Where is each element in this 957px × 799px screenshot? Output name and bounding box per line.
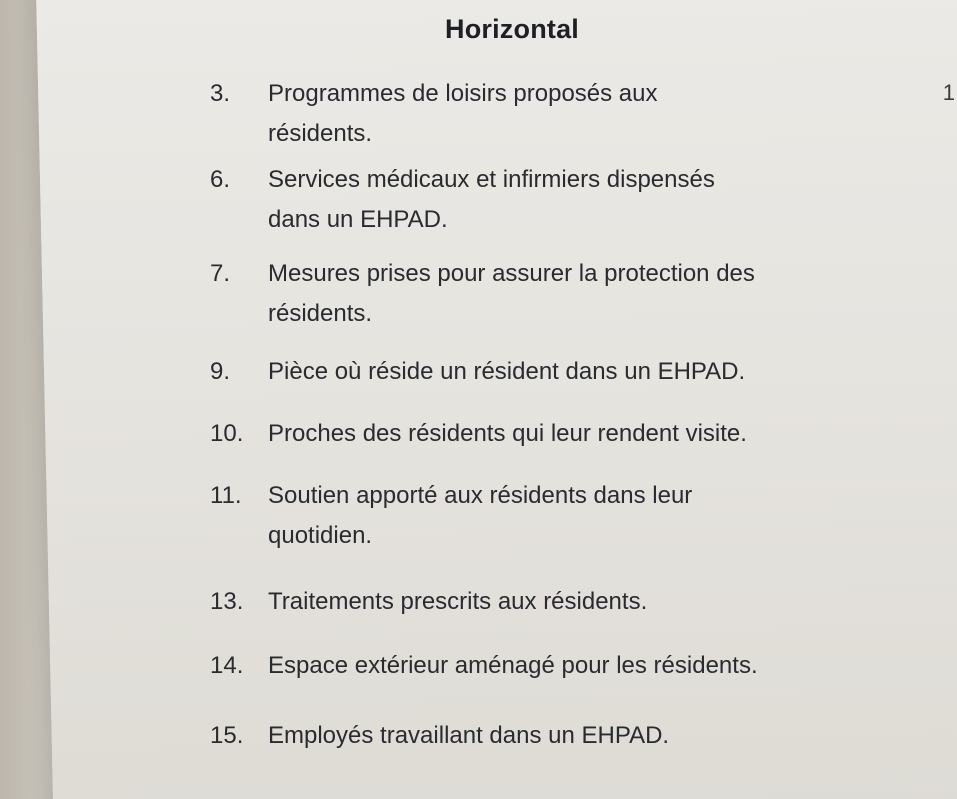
clue-text-line1: Services médicaux et infirmiers dispensés xyxy=(268,166,715,193)
clue-number: 13. xyxy=(210,588,244,615)
clue-number: 9. xyxy=(210,358,231,385)
clue-text-line2: résidents. xyxy=(268,300,373,327)
clue-text-line1: Soutien apporté aux résidents dans leur xyxy=(268,482,693,509)
clue-text-line2: dans un EHPAD. xyxy=(268,206,448,233)
clue-text-line1: Mesures prises pour assurer la protection des xyxy=(268,260,755,287)
clue-text-line2: quotidien. xyxy=(268,522,373,549)
clue-7 xyxy=(210,254,900,334)
clue-13 xyxy=(210,582,900,622)
clue-number: 6. xyxy=(210,166,231,193)
clue-number: 15. xyxy=(210,722,244,749)
clue-number: 10. xyxy=(210,420,244,447)
clue-text-line1: Pièce où réside un résident dans un EHPAD. xyxy=(268,358,746,385)
clue-text-line1: Traitements prescrits aux résidents. xyxy=(268,588,648,615)
clue-number: 14. xyxy=(210,652,244,679)
clue-text-line1: Proches des résidents qui leur rendent visite. xyxy=(268,420,747,447)
clue-text-line1: Employés travaillant dans un EHPAD. xyxy=(268,722,670,749)
clue-3 xyxy=(210,74,900,154)
section-title: Horizontal xyxy=(445,14,579,44)
clue-9 xyxy=(210,352,900,392)
clue-text-line2: résidents. xyxy=(268,120,373,147)
clue-10 xyxy=(210,414,900,454)
clue-number: 11. xyxy=(210,482,242,509)
clue-6 xyxy=(210,160,900,240)
clue-text-line1: Programmes de loisirs proposés aux xyxy=(268,80,658,107)
clue-14 xyxy=(210,646,900,686)
clue-11 xyxy=(210,476,900,556)
clue-number: 3. xyxy=(210,80,231,107)
clue-15 xyxy=(210,716,900,756)
clue-number: 7. xyxy=(210,260,231,287)
edge-number-mark: 1 xyxy=(942,80,955,105)
clue-text-line1: Espace extérieur aménagé pour les résidents. xyxy=(268,652,758,679)
